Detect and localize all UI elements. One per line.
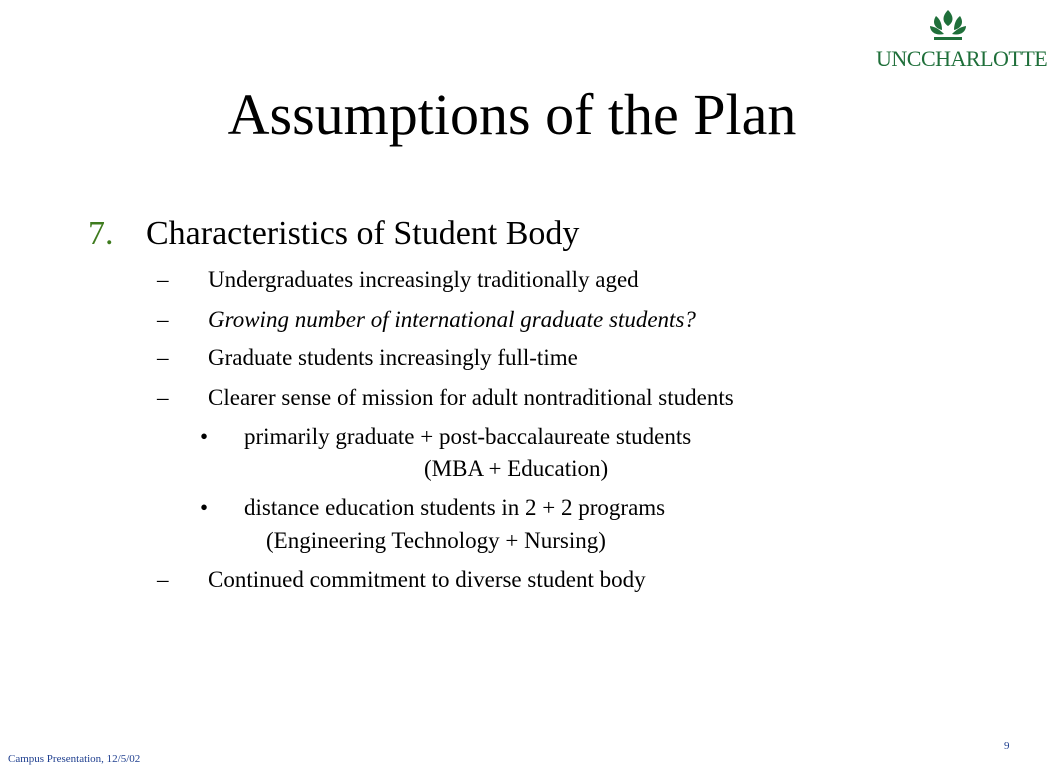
dash-marker: –: [157, 345, 169, 370]
point-5: Continued commitment to diverse student body: [208, 567, 646, 592]
page-number: 9: [1004, 740, 1010, 752]
logo-wordmark: UNCCHARLOTTE: [876, 46, 1047, 71]
unc-charlotte-logo: [876, 8, 1047, 74]
dash-marker: –: [157, 385, 169, 410]
dash-marker: –: [157, 267, 169, 292]
subpoint-2-line1: distance education students in 2 + 2 programs: [244, 495, 666, 520]
subpoint-1-line2: (MBA + Education): [424, 456, 609, 481]
point-4: Clearer sense of mission for adult nontraditional students: [208, 385, 734, 410]
bullet-marker: •: [200, 424, 209, 449]
subpoint-1-line1: primarily graduate + post-baccalaureate students: [244, 424, 692, 449]
item-number: 7.: [88, 215, 114, 252]
subpoint-2-line2: (Engineering Technology + Nursing): [266, 528, 606, 553]
dash-marker: –: [157, 307, 169, 332]
dash-marker: –: [157, 567, 169, 592]
point-1: Undergraduates increasingly traditionally aged: [208, 267, 639, 292]
point-3: Graduate students increasingly full-time: [208, 345, 578, 370]
footer-caption: Campus Presentation, 12/5/02: [8, 753, 141, 765]
slide-title: Assumptions of the Plan: [227, 82, 797, 147]
bullet-marker: •: [200, 495, 209, 520]
item-heading: Characteristics of Student Body: [146, 215, 580, 252]
crown-emblem-icon: [928, 8, 968, 44]
point-2: Growing number of international graduate students?: [208, 307, 696, 332]
